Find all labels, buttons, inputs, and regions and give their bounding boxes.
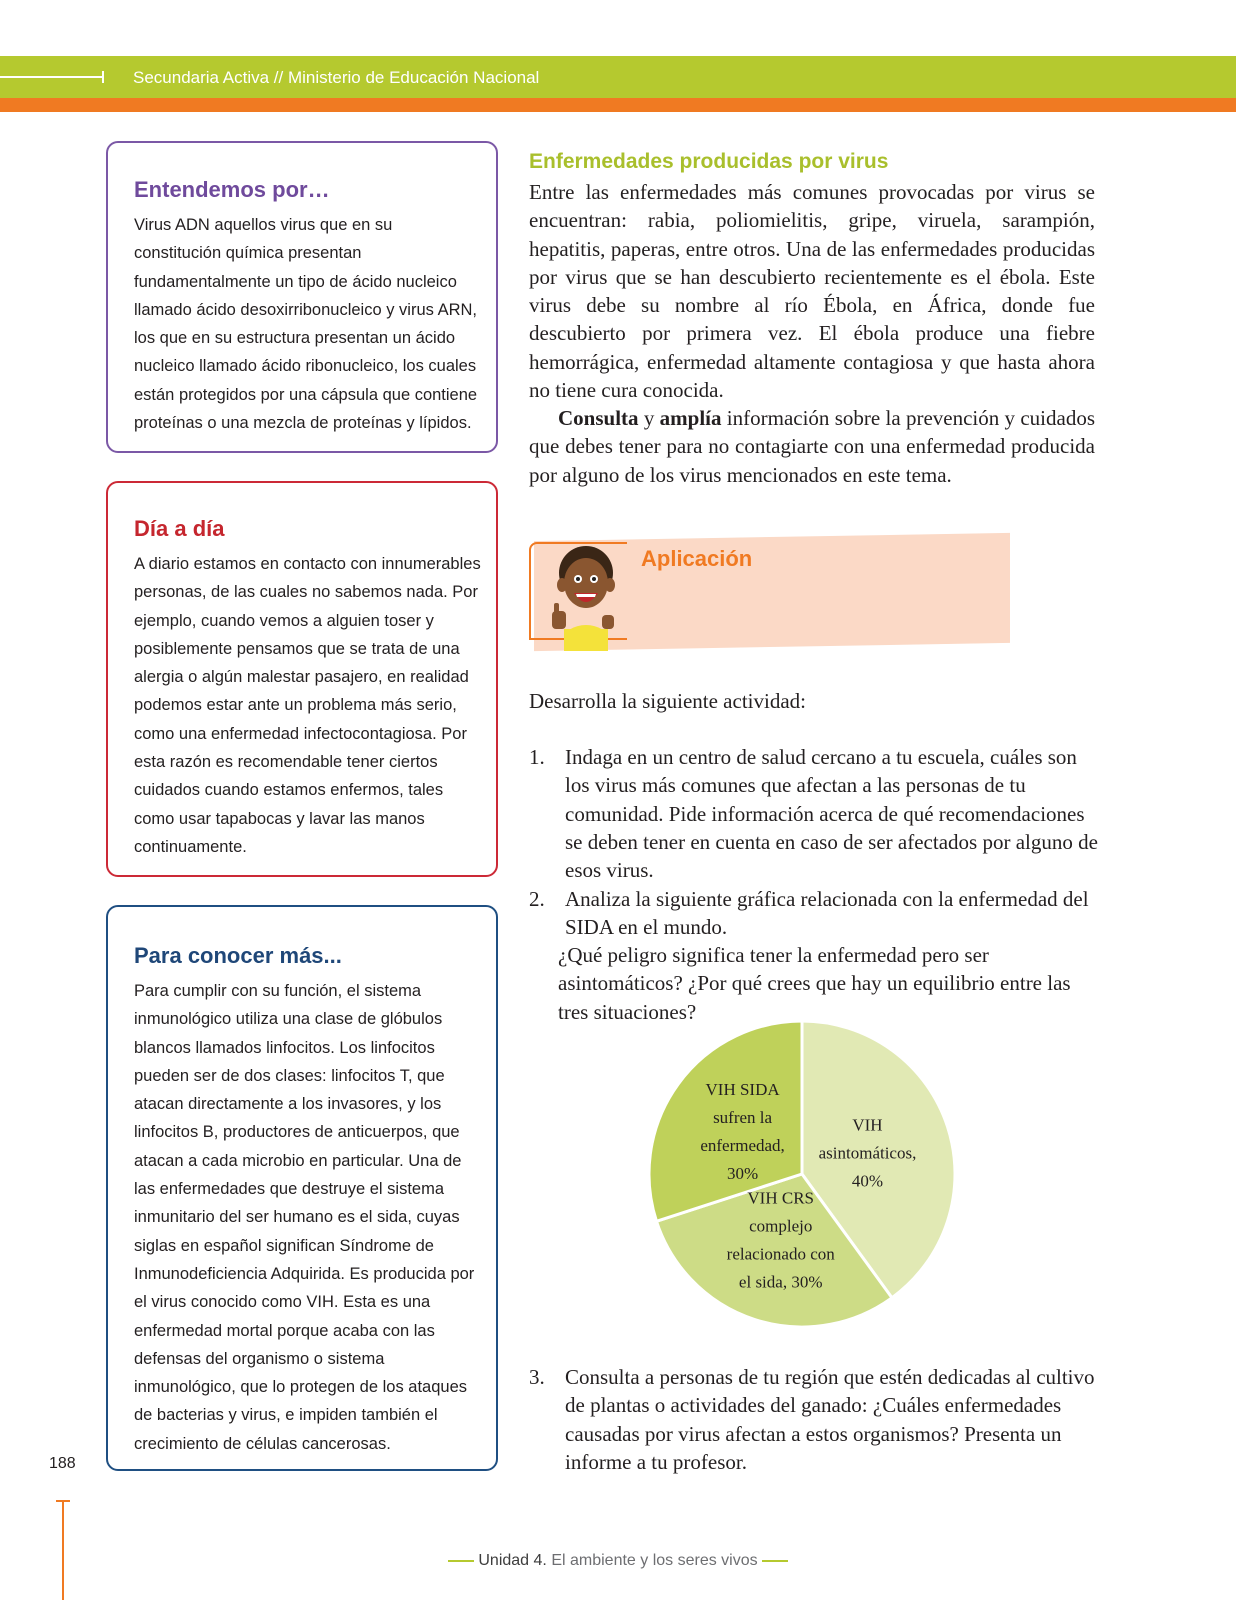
para-conocer-box bbox=[106, 905, 498, 1471]
consulta-paragraph bbox=[529, 404, 1095, 489]
footer-left-line bbox=[62, 1500, 64, 1600]
entendemos-box bbox=[106, 141, 498, 453]
pie-label: el sida, 30% bbox=[738, 1272, 823, 1292]
dia-a-dia-title: Día a día bbox=[134, 516, 225, 541]
item-text: Indaga en un centro de salud cercano a tu escuela, cuáles son los virus más comunes que afectan a las personas de tu comunidad. Pide información acerca de qué recomendaciones se deben tener en cuenta en caso de ser afectados por alguno de esos virus. bbox=[565, 745, 1098, 883]
item-number: 3. bbox=[529, 1365, 545, 1389]
section-title: Enfermedades producidas por virus bbox=[529, 150, 889, 173]
header-orange-band bbox=[0, 98, 1236, 112]
footer-left-tick bbox=[56, 1500, 70, 1502]
para-conocer-body: Para cumplir con su función, el sistema inmunológico utiliza una clase de glóbulos blancos llamados linfocitos. Los linfocitos pueden ser de dos clases: linfocitos T, que atacan directamente a los invasores, y los linfocitos B, productores de anticuerpos, que atacan a cada microbio en particular. Una de las enfermedades que destruye el sistema inmunitario del ser humano es el sida, cuyas siglas en español significan Síndrome de Inmunodeficiencia Adquirida. Es producida por el virus conocido como VIH. Esta es una enfermedad mortal porque acaba con las defensas del organismo o sistema inmunológico, que lo protegen de los ataques de bacterias y virus, e impiden también el crecimiento de células cancerosas. bbox=[134, 982, 475, 1453]
footer-unit-title: El ambiente y los seres vivos bbox=[546, 1552, 758, 1569]
item-question: ¿Qué peligro significa tener la enfermedad pero ser asintomáticos? ¿Por qué crees que hay un equilibrio entre las tres situaciones? bbox=[558, 943, 1071, 1024]
item-number: 2. bbox=[529, 887, 545, 911]
aplicacion-title: Aplicación bbox=[641, 546, 753, 571]
footer-line-right bbox=[762, 1560, 788, 1562]
pie-label: VIH SIDA bbox=[705, 1079, 780, 1099]
pie-label: sufren la bbox=[713, 1107, 773, 1127]
pie-label: VIH bbox=[852, 1115, 883, 1135]
header-text: Secundaria Activa // Ministerio de Educación Nacional bbox=[133, 68, 540, 87]
activity-intro: Desarrolla la siguiente actividad: bbox=[529, 689, 806, 713]
entendemos-title: Entendemos por… bbox=[134, 177, 330, 202]
kid-illustration bbox=[540, 533, 632, 651]
footer-unit: Unidad 4. bbox=[478, 1552, 547, 1569]
pie-label: VIH CRS bbox=[747, 1188, 815, 1208]
pie-label: asintomáticos, bbox=[818, 1143, 917, 1163]
footer-line-left bbox=[448, 1560, 474, 1562]
consulta-mid: y bbox=[638, 406, 660, 430]
page-number: 188 bbox=[49, 1455, 76, 1472]
dia-a-dia-body: A diario estamos en contacto con innumerables personas, de las cuales no sabemos nada. Por ejemplo, cuando vemos a alguien toser y posiblemente pensamos que se trata de una alergia o algún malestar pasajero, en realidad podemos estar ante un problema más serio, como una enfermedad infectocontagiosa. Por esta razón es recomendable tener ciertos cuidados cuando estamos enfermos, tales como usar tapabocas y lavar las manos continuamente. bbox=[134, 555, 481, 856]
pie-label: relacionado con bbox=[726, 1244, 835, 1264]
para-conocer-title: Para conocer más... bbox=[134, 943, 342, 968]
footer bbox=[0, 1552, 1236, 1570]
amplia-bold: amplía bbox=[659, 406, 722, 430]
pie-label: enfermedad, bbox=[700, 1135, 785, 1155]
item-text: Analiza la siguiente gráfica relacionada con la enfermedad del SIDA en el mundo. bbox=[565, 887, 1089, 940]
pie-label: complejo bbox=[749, 1216, 813, 1236]
sida-pie-chart bbox=[647, 1019, 957, 1329]
item-text: Consulta a personas de tu región que estén dedicadas al cultivo de plantas o actividades del ganado: ¿Cuáles enfermedades causadas por virus afectan a estos organismos? Presenta un informe a tu profesor. bbox=[565, 1365, 1095, 1474]
consulta-rest: información sobre la prevención y cuidados que debes tener para no contagiarte con una enfermedad producida por alguno de los virus mencionados en este tema. bbox=[529, 406, 1096, 487]
pie-label: 40% bbox=[851, 1171, 884, 1191]
entendemos-body: Virus ADN aquellos virus que en su constitución química presentan fundamentalmente un tipo de ácido nucleico llamado ácido desoxirribonucleico y virus ARN, los que en su estructura presentan un ácido nucleico llamado ácido ribonucleico, los cuales están protegidos por una cápsula que contiene proteínas o una mezcla de proteínas y lípidos. bbox=[134, 216, 478, 433]
dia-a-dia-box bbox=[106, 481, 498, 877]
consulta-bold: Consulta bbox=[558, 406, 639, 430]
header-line bbox=[0, 76, 104, 78]
header-tick bbox=[102, 71, 104, 83]
item-number: 1. bbox=[529, 745, 545, 769]
intro-paragraph: Entre las enfermedades más comunes provocadas por virus se encuentran: rabia, poliomielitis, gripe, viruela, sarampión, hepatitis, paperas, entre otros. Una de las enfermedades producidas por virus que se han descubierto recientemente es el ébola. Este virus debe su nombre al río Ébola, en África, donde fue descubierto por primera vez. El ébola produce una fiebre hemorrágica, enfermedad altamente contagiosa y que hasta ahora no tiene cura conocida. bbox=[529, 180, 1095, 403]
pie-label: 30% bbox=[726, 1163, 759, 1183]
